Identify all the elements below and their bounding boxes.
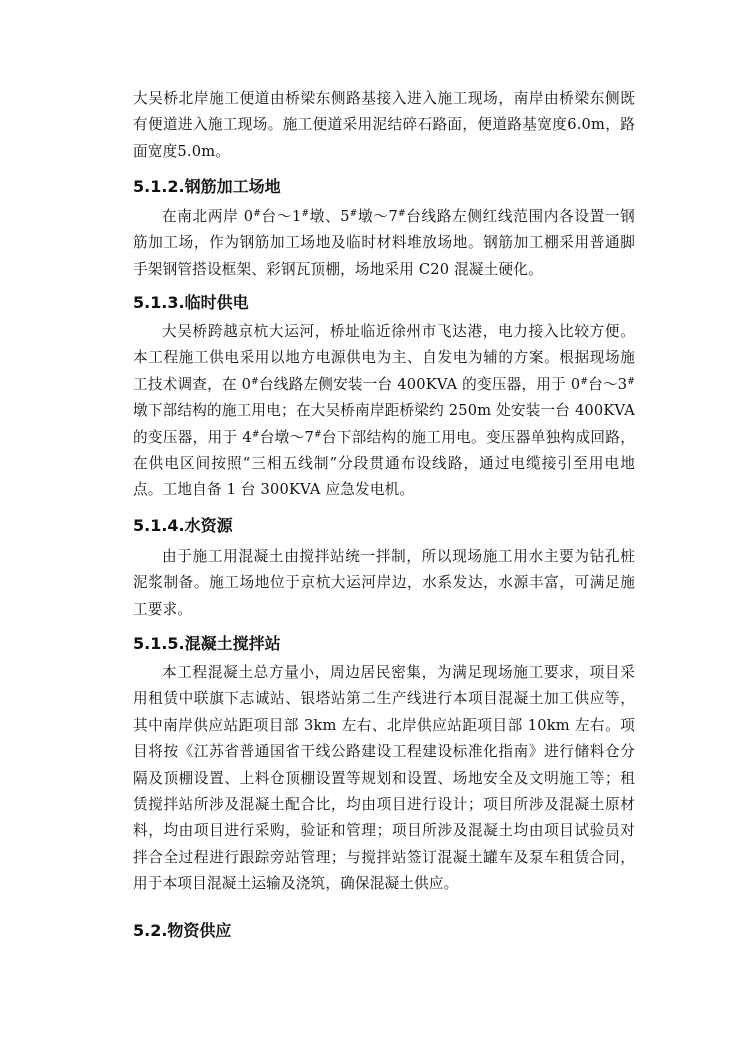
paragraph-temporary-power: 大吴桥跨越京杭大运河，桥址临近徐州市飞达港，电力接入比较方便。本工程施工供电采用以地方电源供电为主、自发电为辅的方案。根据现场施工技术调查，在 0#台线路左侧安装一台 400KVA 的变压器，用于 0#台～3#墩下部结构的施工用电；在大吴桥南岸距桥梁约 250m 处安装一台 400KVA 的变压器，用于 4#台墩～7#台下部结构的施工用电。变压器单独构成回路，在供电区间按照“三相五线制”分段贯通布设线路，通过电缆接引至用电地点。工地自备 1 台 300KVA 应急发电机。	[133, 323, 636, 499]
heading-water-resources: 5.1.4.水资源	[133, 516, 233, 535]
paragraph-concrete-mixing-station: 本工程混凝土总方量小，周边居民密集，为满足现场施工要求，项目采用租赁中联旗下志诚站、银塔站第二生产线进行本项目混凝土加工供应等，其中南岸供应站距项目部 3km 左右、北岸供应站距项目部 10km 左右。项目将按《江苏省普通国省干线公路建设工程建设标准化指南》进行储料仓分隔及顶棚设置、上料仓顶棚设置等规划和设置、场地安全及文明施工等；租赁搅拌站所涉及混凝土配合比，均由项目进行设计；项目所涉及混凝土原材料，均由项目进行采购，验证和管理；项目所涉及混凝土均由项目试验员对拌合全过程进行跟踪旁站管理；与搅拌站签订混凝土罐车及泵车租赁合同，用于本项目混凝土运输及浇筑，确保混凝土供应。	[133, 664, 635, 893]
heading-concrete-mixing-station: 5.1.5.混凝土搅拌站	[133, 634, 281, 653]
paragraph-rebar-processing-site: 在南北两岸 0#台～1#墩、5#墩～7#台线路左侧红线范围内各设置一钢筋加工场，作为钢筋加工场地及临时材料堆放场地。钢筋加工棚采用普通脚手架钢管搭设框架、彩钢瓦顶棚，场地采用 C20 混凝土硬化。	[133, 208, 635, 278]
heading-material-supply: 5.2.物资供应	[133, 921, 232, 940]
intro-paragraph: 大吴桥北岸施工便道由桥梁东侧路基接入进入施工现场，南岸由桥梁东侧既有便道进入施工现场。施工便道采用泥结碎石路面，便道路基宽度6.0m，路面宽度5.0m。	[133, 90, 635, 160]
heading-temporary-power: 5.1.3.临时供电	[133, 293, 249, 312]
paragraph-water-resources: 由于施工用混凝土由搅拌站统一拌制，所以现场施工用水主要为钻孔桩泥浆制备。施工场地位于京杭大运河岸边，水系发达，水源丰富，可满足施工要求。	[133, 548, 635, 618]
heading-rebar-processing-site: 5.1.2.钢筋加工场地	[133, 177, 281, 196]
